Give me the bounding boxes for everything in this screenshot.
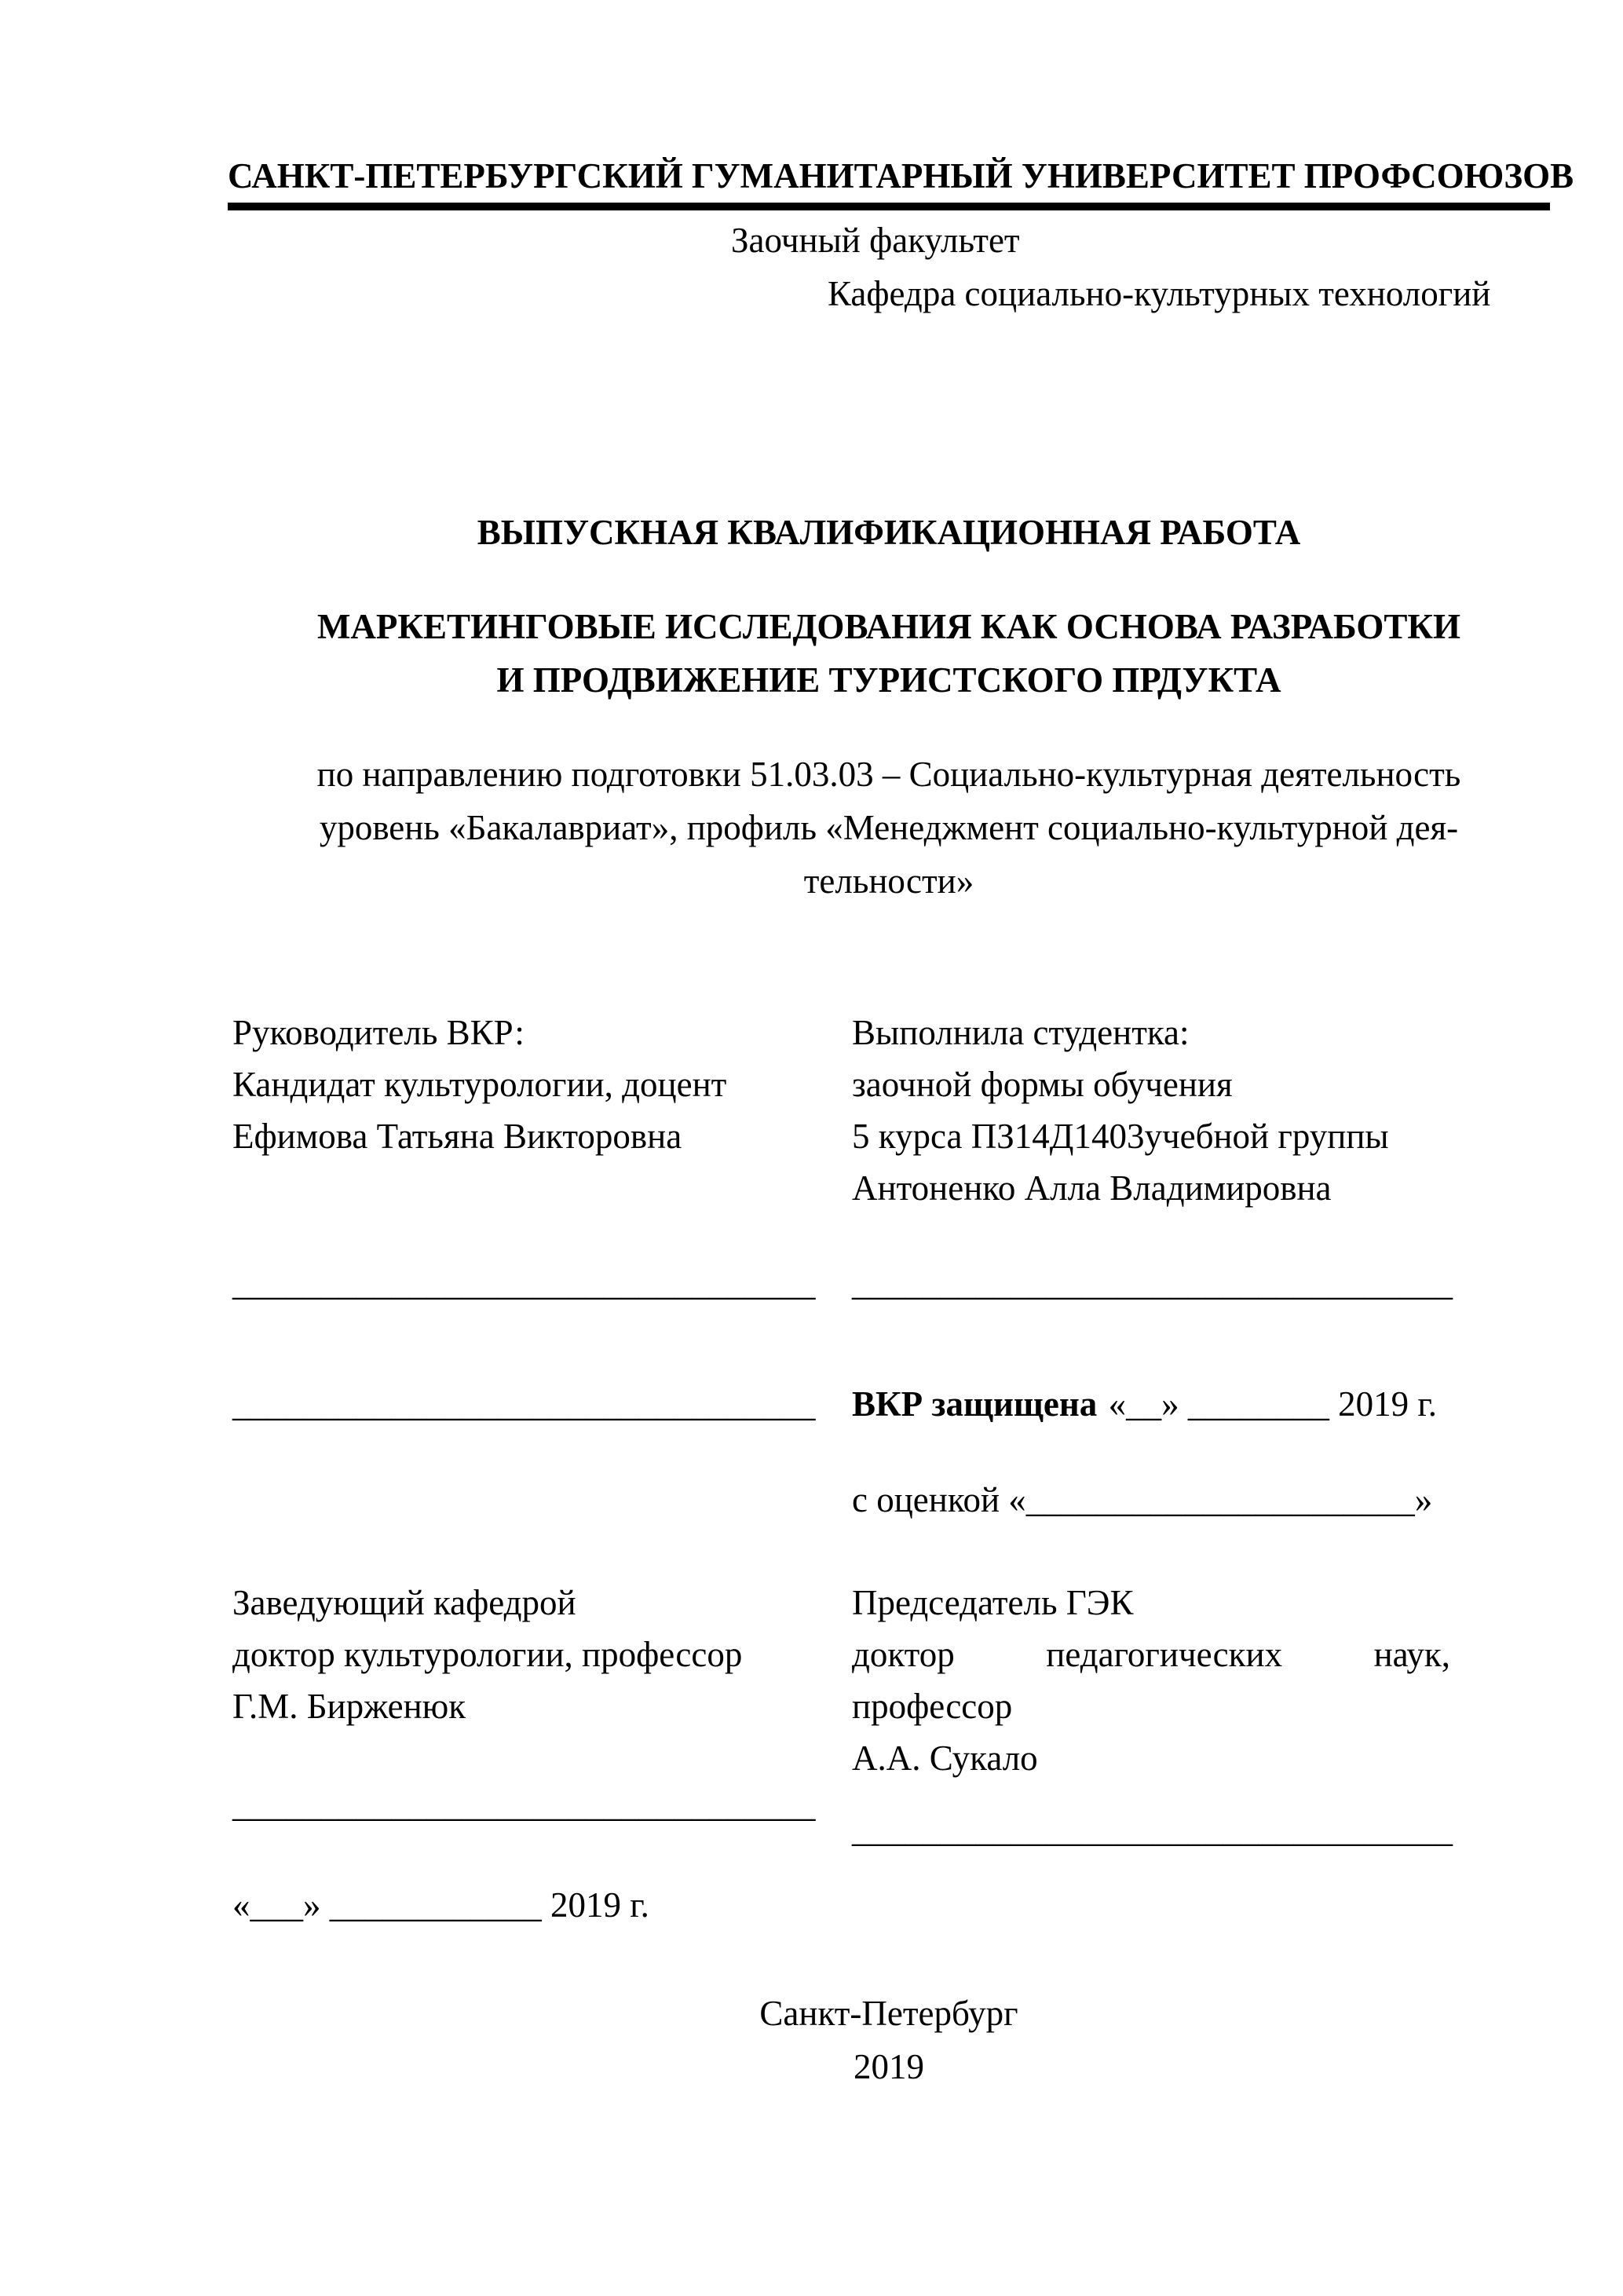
supervisor-degree: Кандидат культурологии, доцент <box>232 1065 727 1104</box>
department-head-degree: доктор культурологии, профессор <box>232 1635 743 1674</box>
defense-label: ВКР защищена <box>852 1384 1098 1424</box>
defense-date-blank: «__» ________ 2019 г. <box>1108 1384 1438 1424</box>
thesis-title-line1: МАРКЕТИНГОВЫЕ ИССЛЕДОВАНИЯ КАК ОСНОВА РАЗРАБОТКИ <box>316 607 1461 646</box>
gek-chair-degree: доктор педагогических наук, <box>852 1635 1450 1674</box>
gek-chair-name: А.А. Сукало <box>852 1738 1038 1778</box>
department-head-block <box>232 1577 742 1732</box>
gek-chair-block <box>852 1577 1450 1784</box>
department-line: Кафедра социально-культурных технологий <box>828 274 1491 313</box>
program-level-line-wrap: тельности» <box>803 861 974 901</box>
student-block <box>852 1007 1389 1214</box>
faculty-line: Заочный факультет <box>731 221 1020 260</box>
department-head-name: Г.М. Бирженюк <box>232 1687 466 1726</box>
gek-chair-role: Председатель ГЭК <box>852 1583 1134 1622</box>
student-signature-line: __________________________________ <box>852 1263 1453 1303</box>
grade-line: с оценкой «______________________» <box>852 1480 1433 1519</box>
program-level-line: уровень «Бакалавриат», профиль «Менеджмент социально-культурной дея- <box>319 808 1459 847</box>
department-head-role: Заведующий кафедрой <box>232 1583 576 1622</box>
defense-line <box>852 1384 1437 1424</box>
student-name: Антоненко Алла Владимировна <box>852 1168 1332 1208</box>
university-name: САНКТ-ПЕТЕРБУРГСКИЙ ГУМАНИТАРНЫЙ УНИВЕРСИТЕТ ПРОФСОЮЗОВ <box>228 156 1574 196</box>
gek-chair-title: профессор <box>852 1687 1013 1726</box>
header-rule <box>228 203 1550 210</box>
defense-left-signature-line: _________________________________ <box>232 1384 816 1424</box>
supervisor-block <box>232 1007 726 1162</box>
gek-chair-signature-line: __________________________________ <box>852 1810 1453 1849</box>
student-form: заочной формы обучения <box>852 1065 1233 1104</box>
work-type-title: ВЫПУСКНАЯ КВАЛИФИКАЦИОННАЯ РАБОТА <box>477 513 1301 552</box>
student-group: 5 курса ПЗ14Д1403учебной группы <box>852 1117 1389 1156</box>
footer-year: 2019 <box>854 2047 924 2086</box>
supervisor-name: Ефимова Татьяна Викторовна <box>232 1117 682 1156</box>
head-date-line: «___» ____________ 2019 г. <box>232 1885 649 1925</box>
supervisor-role: Руководитель ВКР: <box>232 1013 525 1052</box>
program-direction-line: по направлению подготовки 51.03.03 – Социально-культурная деятельность <box>316 755 1461 794</box>
department-head-signature-line: _________________________________ <box>232 1785 816 1824</box>
thesis-title-line2: И ПРОДВИЖЕНИЕ ТУРИСТСКОГО ПРДУКТА <box>496 660 1281 700</box>
footer-city: Санкт-Петербург <box>759 1994 1018 2033</box>
supervisor-signature-line: _________________________________ <box>232 1263 816 1303</box>
student-intro: Выполнила студентка: <box>852 1013 1190 1052</box>
